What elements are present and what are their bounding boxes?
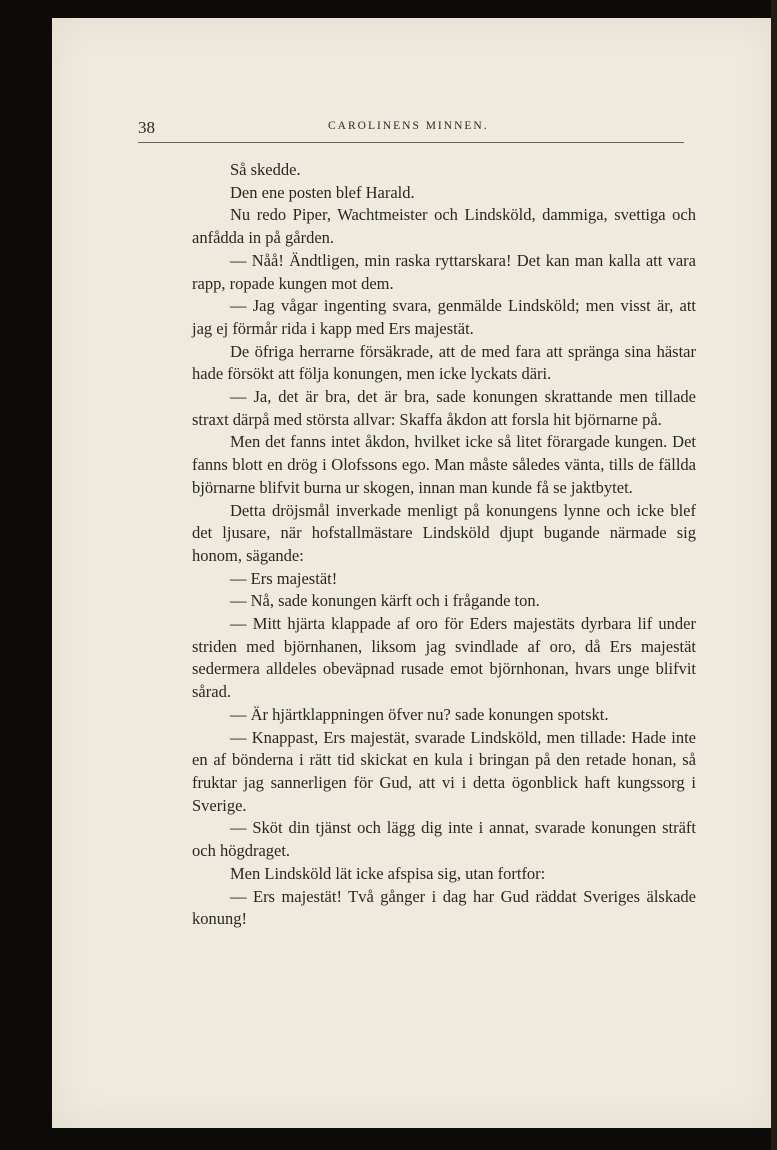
- paragraph: Men Lindsköld lät icke afspisa sig, utan fortfor:: [230, 863, 546, 883]
- paragraph: — Jag vågar ingenting svara, genmälde Lindsköld; men visst är, att jag ej förmår rida i kapp med Ers majestät.: [192, 296, 696, 338]
- paragraph: — Knappast, Ers majestät, svarade Lindsköld, men tillade: Hade inte en af bönderna i rätt tid skickat en kula i bringan på den retade honan, så fruktar jag sannerligen för Gud, att vi i detta ögonblick haft kungssorg i Sverige.: [192, 727, 696, 815]
- paragraph: — Är hjärtklappningen öfver nu? sade konungen spotskt.: [230, 704, 609, 724]
- paragraph: Så skedde.: [230, 160, 301, 179]
- paragraph: — Ers majestät!: [230, 568, 338, 588]
- paragraph: — Nåå! Ändtligen, min raska ryttarskara! Det kan man kalla att vara rapp, ropade kungen mot dem.: [192, 250, 696, 293]
- paragraph: — Ja, det är bra, det är bra, sade konungen skrattande men tillade straxt därpå med största allvar: Skaffa åkdon att forsla hit björnarne på.: [192, 387, 696, 429]
- page-edge: [771, 0, 777, 1150]
- paragraph: Nu redo Piper, Wachtmeister och Lindsköld, dammiga, svettiga och anfådda in på gården.: [192, 205, 696, 248]
- paragraph: Den ene posten blef Harald.: [230, 182, 415, 202]
- running-title: CAROLINENS MINNEN.: [328, 120, 489, 132]
- paragraph: Detta dröjsmål inverkade menligt på konungens lynne och icke blef det ljusare, när hofstallmästare Lindsköld djupt bugande närmade sig honom, sägande:: [192, 500, 696, 565]
- paragraph: — Mitt hjärta klappade af oro för Eders majestäts dyrbara lif under striden med björnhanen, liksom jag svindlade af oro, då Ers majestät sedermera alldeles obeväpnad rusade emot björnhonan, hvars unge blifvit sårad.: [192, 614, 696, 702]
- page-number: 38: [138, 118, 155, 137]
- body-text: [192, 159, 696, 931]
- paragraph: De öfriga herrarne försäkrade, att de med fara att spränga sina hästar hade försökt att följa konungen, men icke lyckats däri.: [192, 341, 696, 384]
- page-header: [138, 118, 684, 143]
- paragraph: — Nå, sade konungen kärft och i frågande ton.: [230, 591, 540, 611]
- paragraph: — Sköt din tjänst och lägg dig inte i annat, svarade konungen sträft och högdraget.: [192, 818, 696, 861]
- paragraph: Men det fanns intet åkdon, hvilket icke så litet förargade kungen. Det fanns blott en drög i Olofssons ego. Man måste således vänta, tills de fällda björnarne blifvit burna ur skogen, innan man kunde få se jaktbytet.: [192, 432, 696, 497]
- paragraph: — Ers majestät! Två gånger i dag har Gud räddat Sveriges älskade konung!: [192, 886, 696, 929]
